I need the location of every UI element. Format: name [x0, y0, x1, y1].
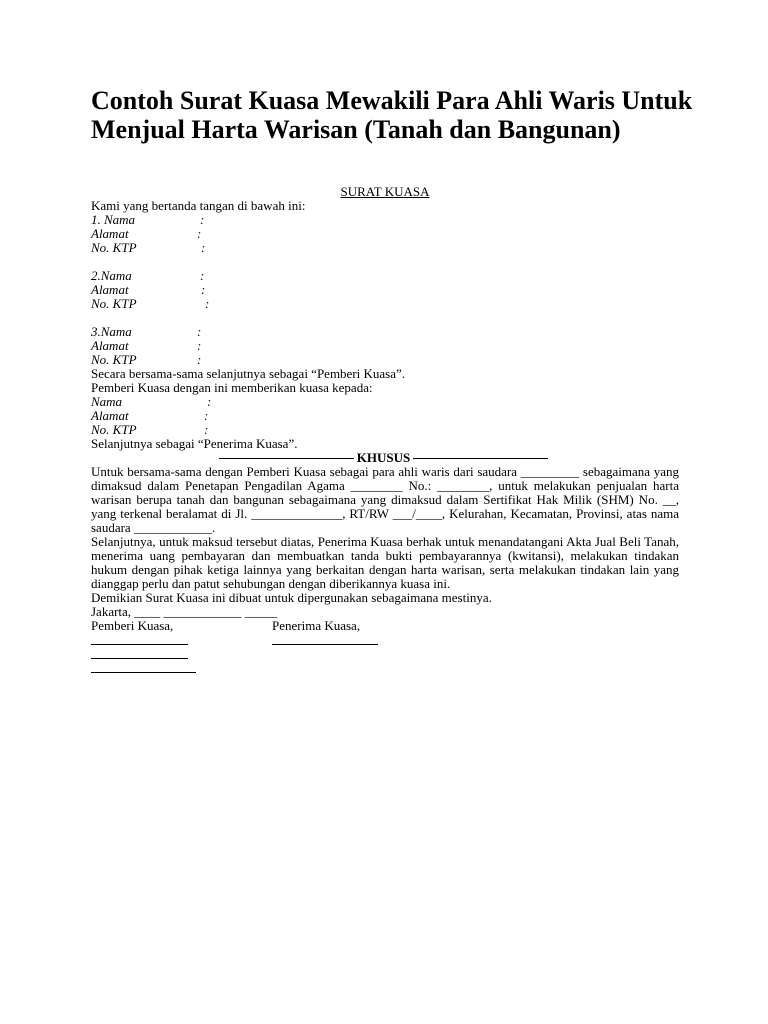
letter-heading: SURAT KUASA	[340, 184, 430, 199]
pemberi-kuasa-text: Secara bersama-sama selanjutnya sebagai “Pemberi Kuasa”.	[91, 366, 406, 381]
party1-alamat-row: Alamat :	[91, 226, 202, 241]
divider-left	[219, 458, 354, 459]
paragraph-1: Untuk bersama-sama dengan Pemberi Kuasa sebagai para ahli waris dari saudara _________ sebagaimana yang dimaksud dalam Penetapan Pengadilan Agama ________ No.: ________, untuk melakukan penjualan harta warisan berupa tanah dan bangunan sebagaimana yang dimaksud dalam Sertifikat Hak Milik (SHM) No. __, yang terkenal beralamat di Jl. ______________, RT/RW ___/____, Kelurahan, Kecamatan, Provinsi, atas nama saudara ____________.	[91, 464, 679, 535]
intro-text: Kami yang bertanda tangan di bawah ini:	[91, 198, 306, 213]
penerima-kuasa-label: Penerima Kuasa,	[272, 618, 361, 633]
closing-text: Demikian Surat Kuasa ini dibuat untuk dipergunakan sebagaimana mestinya.	[91, 590, 492, 605]
signature-line	[91, 661, 196, 673]
penerima-ktp-row: No. KTP :	[91, 422, 209, 437]
signature-line	[91, 633, 188, 645]
penerima-nama-row: Nama :	[91, 394, 212, 409]
signature-lines-3	[91, 661, 679, 675]
signature-labels	[91, 619, 679, 633]
party1-nama-row: 1. Nama :	[91, 212, 205, 227]
party2-alamat-row: Alamat :	[91, 282, 206, 297]
pemberi-kuasa-label: Pemberi Kuasa,	[91, 618, 174, 633]
penerima-alamat-row: Alamat :	[91, 408, 209, 423]
khusus-heading: KHUSUS	[216, 451, 551, 465]
page-title: Contoh Surat Kuasa Mewakili Para Ahli Waris Untuk Menjual Harta Warisan (Tanah dan Bangunan)	[91, 86, 693, 144]
signature-line	[91, 647, 188, 659]
divider-right	[413, 458, 548, 459]
signature-lines-2	[91, 647, 679, 661]
party3-ktp-row: No. KTP :	[91, 352, 202, 367]
signature-line	[272, 633, 378, 645]
kuasa-kepada-text: Pemberi Kuasa dengan ini memberikan kuasa kepada:	[91, 380, 373, 395]
party2-ktp-row: No. KTP :	[91, 296, 210, 311]
signature-lines-1	[91, 633, 679, 647]
paragraph-2: Selanjutnya, untuk maksud tersebut diatas, Penerima Kuasa berhak untuk menandatangani Akta Jual Beli Tanah, menerima uang pembayaran dan membuatkan tanda bukti pembayarannya (kwitansi), melakukan tindakan hukum dengan pihak ketiga lainnya yang berkaitan dengan harta warisan, serta melakukan tindakan lain yang dianggap perlu dan patut sehubungan dengan diberikannya kuasa ini.	[91, 534, 679, 591]
party3-nama-row: 3.Nama :	[91, 324, 202, 339]
party3-alamat-row: Alamat :	[91, 338, 202, 353]
party2-nama-row: 2.Nama :	[91, 268, 205, 283]
letter-body	[91, 185, 679, 675]
party1-ktp-row: No. KTP :	[91, 240, 206, 255]
place-date: Jakarta, ____ ____________ _____	[91, 604, 278, 619]
penerima-kuasa-text: Selanjutnya sebagai “Penerima Kuasa”.	[91, 436, 298, 451]
